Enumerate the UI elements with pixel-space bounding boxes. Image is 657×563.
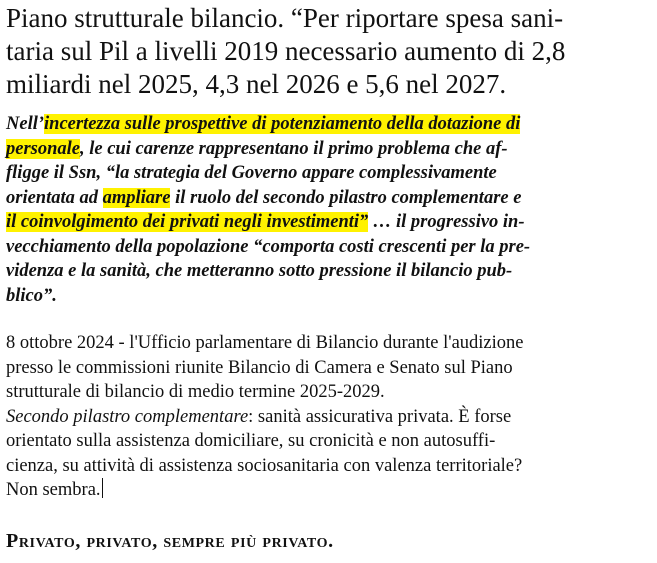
body-line: 8 ottobre 2024 - l'Ufficio parlamentare di Bilancio durante l'audizione [6,333,524,353]
body-line [6,478,654,503]
quote-line [6,112,654,137]
quote-paragraph [6,112,654,308]
body-line: strutturale di bilancio di medio termine 2025-2029. [6,382,385,402]
quote-line [6,137,654,162]
quote-text: … il progressivo in- [368,212,525,232]
quote-text: il ruolo del secondo pilastro complementare e [170,187,522,208]
body-text: Non sembra. [6,480,101,500]
headline [6,2,654,101]
highlighted-text: il coinvolgimento dei privati negli investimenti” [6,212,369,232]
quote-line: videnza e la sanità, che metteranno sotto pressione il bilancio pub- [6,261,513,281]
quote-text: , le cui carenze rappresentano il primo problema che af- [80,138,508,159]
highlighted-text: personale [6,138,80,159]
body-line: cienza, su attività di assistenza sociosanitaria con valenza territoriale? [6,455,523,476]
body-line: presso le commissioni riunite Bilancio di Camera e Senato sul Piano [6,357,513,378]
closing-line: Privato, privato, sempre più privato. [6,530,334,552]
quote-line: blico”. [6,285,57,306]
quote-text: orientata ad [6,187,103,208]
body-paragraph[interactable] [6,331,654,503]
italic-term: Secondo pilastro complementare [6,406,249,427]
body-line [6,405,654,430]
quote-line: vecchiamento della popolazione “comporta costi crescenti per la pre- [6,236,531,257]
highlighted-text: ampliare [102,187,171,208]
headline-line: Piano strutturale bilancio. “Per riportare spesa sani- [6,3,564,33]
quote-text: Nell’ [6,114,45,134]
text-cursor [102,478,103,498]
body-text: : sanità assicurativa privata. È forse [248,406,512,427]
headline-line: taria sul Pil a livelli 2019 necessario aumento di 2,8 [6,36,566,66]
highlighted-text: incertezza sulle prospettive di potenziamento della dotazione di [44,114,521,134]
quote-line [6,210,654,235]
body-line: orientato sulla assistenza domiciliare, su cronicità e non autosuffi- [6,431,496,451]
headline-line: miliardi nel 2025, 4,3 nel 2026 e 5,6 nel 2027. [6,69,507,99]
quote-line: fligge il Ssn, “la strategia del Governo appare complessivamente [6,163,497,183]
quote-line [6,186,654,211]
